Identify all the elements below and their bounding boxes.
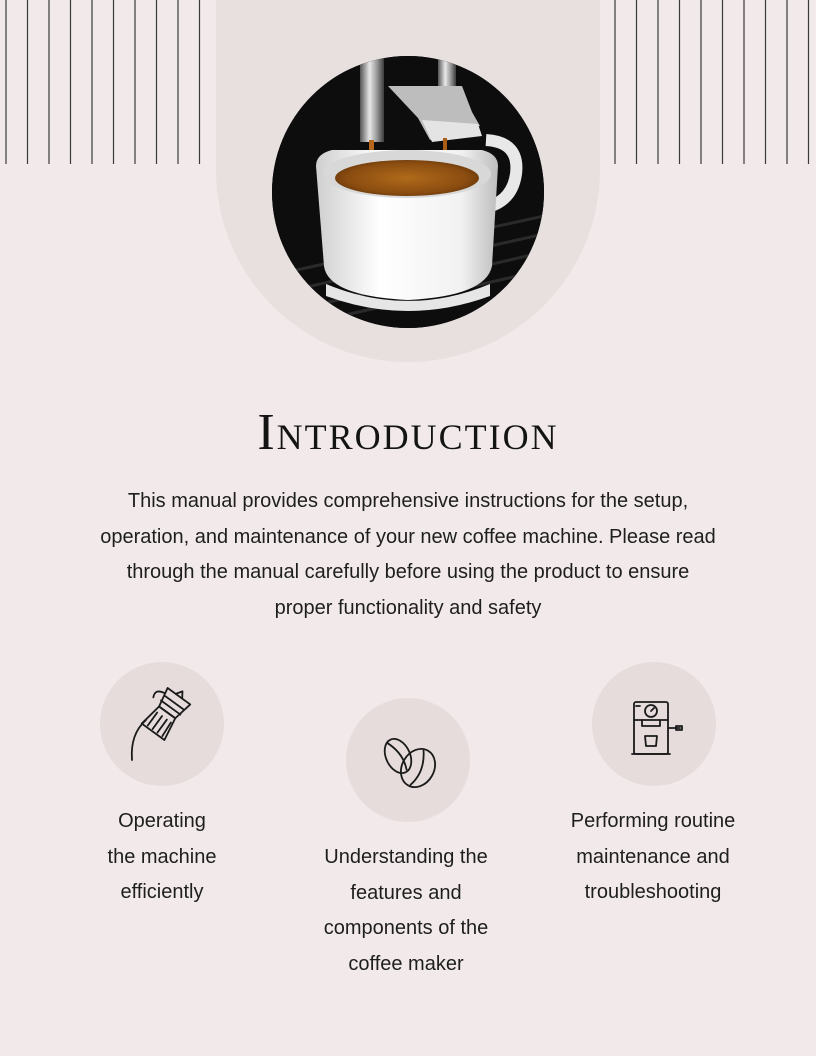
caption-line: efficiently (120, 881, 204, 903)
caption-line: components of the (323, 917, 489, 939)
moka-pot-icon (100, 662, 224, 786)
espresso-cup-photo (272, 56, 544, 328)
caption-line: Operating (118, 810, 206, 832)
decorative-stripes-left (0, 0, 206, 164)
espresso-machine-icon-circle (592, 662, 716, 786)
coffee-beans-icon (346, 698, 470, 822)
intro-line: proper functionality and safety (274, 596, 542, 619)
page-title: Introduction (257, 404, 559, 461)
caption-line: Performing routine (570, 810, 736, 832)
coffee-beans-icon-circle (346, 698, 470, 822)
espresso-machine-icon (592, 662, 716, 786)
intro-paragraph (70, 484, 746, 626)
feature-maintenance-caption (543, 804, 763, 911)
caption-line: coffee maker (348, 952, 464, 975)
caption-line: Understanding the (324, 846, 488, 868)
feature-operating-caption (62, 804, 262, 911)
intro-line: This manual provides comprehensive instructions for the setup, (127, 490, 689, 512)
decorative-stripes-right (610, 0, 816, 164)
caption-line: the machine (107, 845, 217, 868)
intro-line: operation, and maintenance of your new coffee machine. Please read (100, 525, 716, 548)
intro-line: through the manual carefully before using the product to ensure (126, 561, 690, 583)
caption-line: troubleshooting (584, 881, 722, 903)
caption-line: features and (350, 881, 462, 904)
feature-understanding-caption (296, 840, 516, 982)
caption-line: maintenance and (576, 845, 730, 868)
moka-pot-icon-circle (100, 662, 224, 786)
